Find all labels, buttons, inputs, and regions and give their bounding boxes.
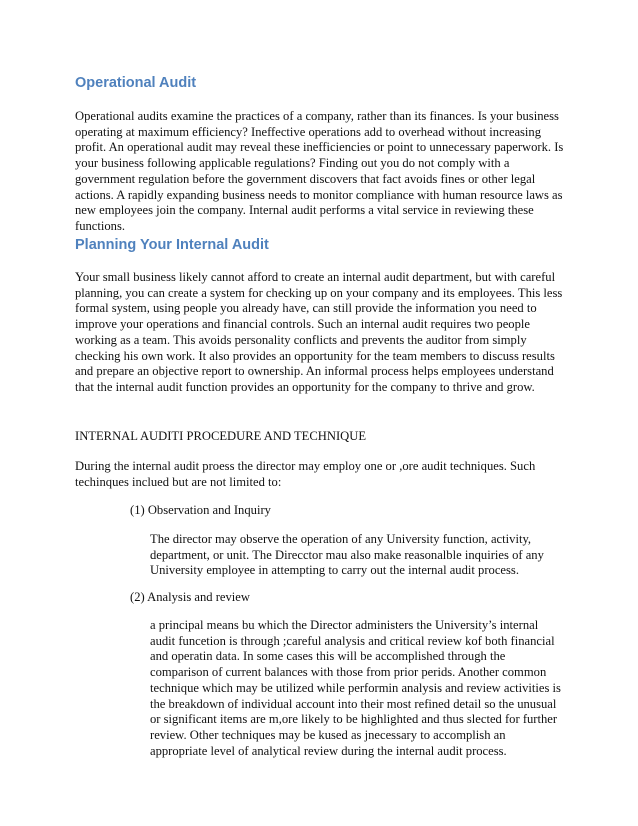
heading-planning-internal-audit: Planning Your Internal Audit bbox=[75, 237, 269, 253]
text-line: a principal means bu which the Director administers the University’s internal bbox=[150, 618, 539, 632]
paragraph-operational-audit bbox=[75, 109, 565, 235]
text-line: department, or unit. The Direcctor mau also make reasonalble inquiries of any bbox=[150, 547, 544, 562]
text-line: The director may observe the operation of any University function, activity, bbox=[150, 532, 532, 546]
list-item-label-observation: (1) Observation and Inquiry bbox=[130, 503, 271, 517]
text-line: During the internal audit proess the director may employ one or ,ore audit techniques. Such bbox=[75, 459, 536, 473]
list-item-body-analysis bbox=[150, 618, 570, 759]
text-line: technique which may be utilized while performin analysis and review activities is bbox=[150, 680, 561, 695]
paragraph-planning-internal-audit bbox=[75, 270, 565, 396]
text-line: operating at maximum efficiency? Ineffective operations add to overhead without increasing bbox=[75, 124, 542, 139]
text-line: that the internal audit function provides an opportunity for the company to thrive and grow. bbox=[75, 379, 535, 394]
text-line: techinques inclued but are not limited to: bbox=[75, 474, 282, 489]
text-line: Operational audits examine the practices of a company, rather than its finances. Is your business bbox=[75, 109, 559, 123]
list-item-body-observation bbox=[150, 532, 570, 579]
heading-operational-audit: Operational Audit bbox=[75, 75, 197, 91]
text-line: actions. A rapidly expanding business needs to monitor compliance with human resource laws as bbox=[75, 187, 563, 202]
text-line: University employee in attempting to carry out the internal audit process. bbox=[150, 563, 519, 578]
text-line: audit funcetion is through ;careful analysis and critical review kof both financial bbox=[150, 633, 555, 648]
text-line: profit. An operational audit may reveal these inefficiencies or point to unnecessary paperwork. Is bbox=[75, 140, 564, 155]
text-line: improve your operations and financial controls. Such an internal audit requires two people bbox=[75, 317, 530, 332]
procedure-title: INTERNAL AUDITI PROCEDURE AND TECHNIQUE bbox=[75, 429, 367, 443]
text-line: new employees join the company. Internal audit performs a vital service in reviewing these bbox=[75, 203, 534, 218]
text-line: government regulation before the government discovers that fact avoids fines or other legal bbox=[75, 171, 536, 186]
text-line: formal system, using people you already have, can still provide the information you need to bbox=[75, 301, 537, 316]
text-line: comparison of current balances with those from prior perids. Another common bbox=[150, 665, 547, 680]
text-line: planning, you can create a system for checking up on your company and its employees. This less bbox=[75, 285, 563, 300]
text-line: or significant items are m,ore likely to be highlighted and thus slected for further bbox=[150, 712, 558, 727]
text-line: appropriate level of analytical review during the internal audit process. bbox=[150, 743, 507, 758]
text-line: your business following applicable regulations? Finding out you do not comply with a bbox=[75, 156, 510, 171]
list-item-label-analysis: (2) Analysis and review bbox=[130, 590, 250, 604]
text-line: checking his own work. It also provides an opportunity for the team members to discuss results bbox=[75, 348, 555, 363]
text-line: review. Other techniques may be kused as jnecessary to accomplish an bbox=[150, 727, 506, 742]
text-line: Your small business likely cannot afford to create an internal audit department, but with careful bbox=[75, 270, 556, 284]
text-line: functions. bbox=[75, 218, 126, 233]
text-line: and prepare an objective report to ownership. An informal process helps employees understand bbox=[75, 364, 554, 379]
procedure-intro bbox=[75, 459, 565, 490]
text-line: the breakdown of individual account into their most refined detail so the unusual bbox=[150, 696, 557, 711]
text-line: and operatin data. In some cases this will be accomplished through the bbox=[150, 649, 506, 664]
text-line: working as a team. This avoids personality conflicts and prevents the auditor from simply bbox=[75, 332, 527, 347]
